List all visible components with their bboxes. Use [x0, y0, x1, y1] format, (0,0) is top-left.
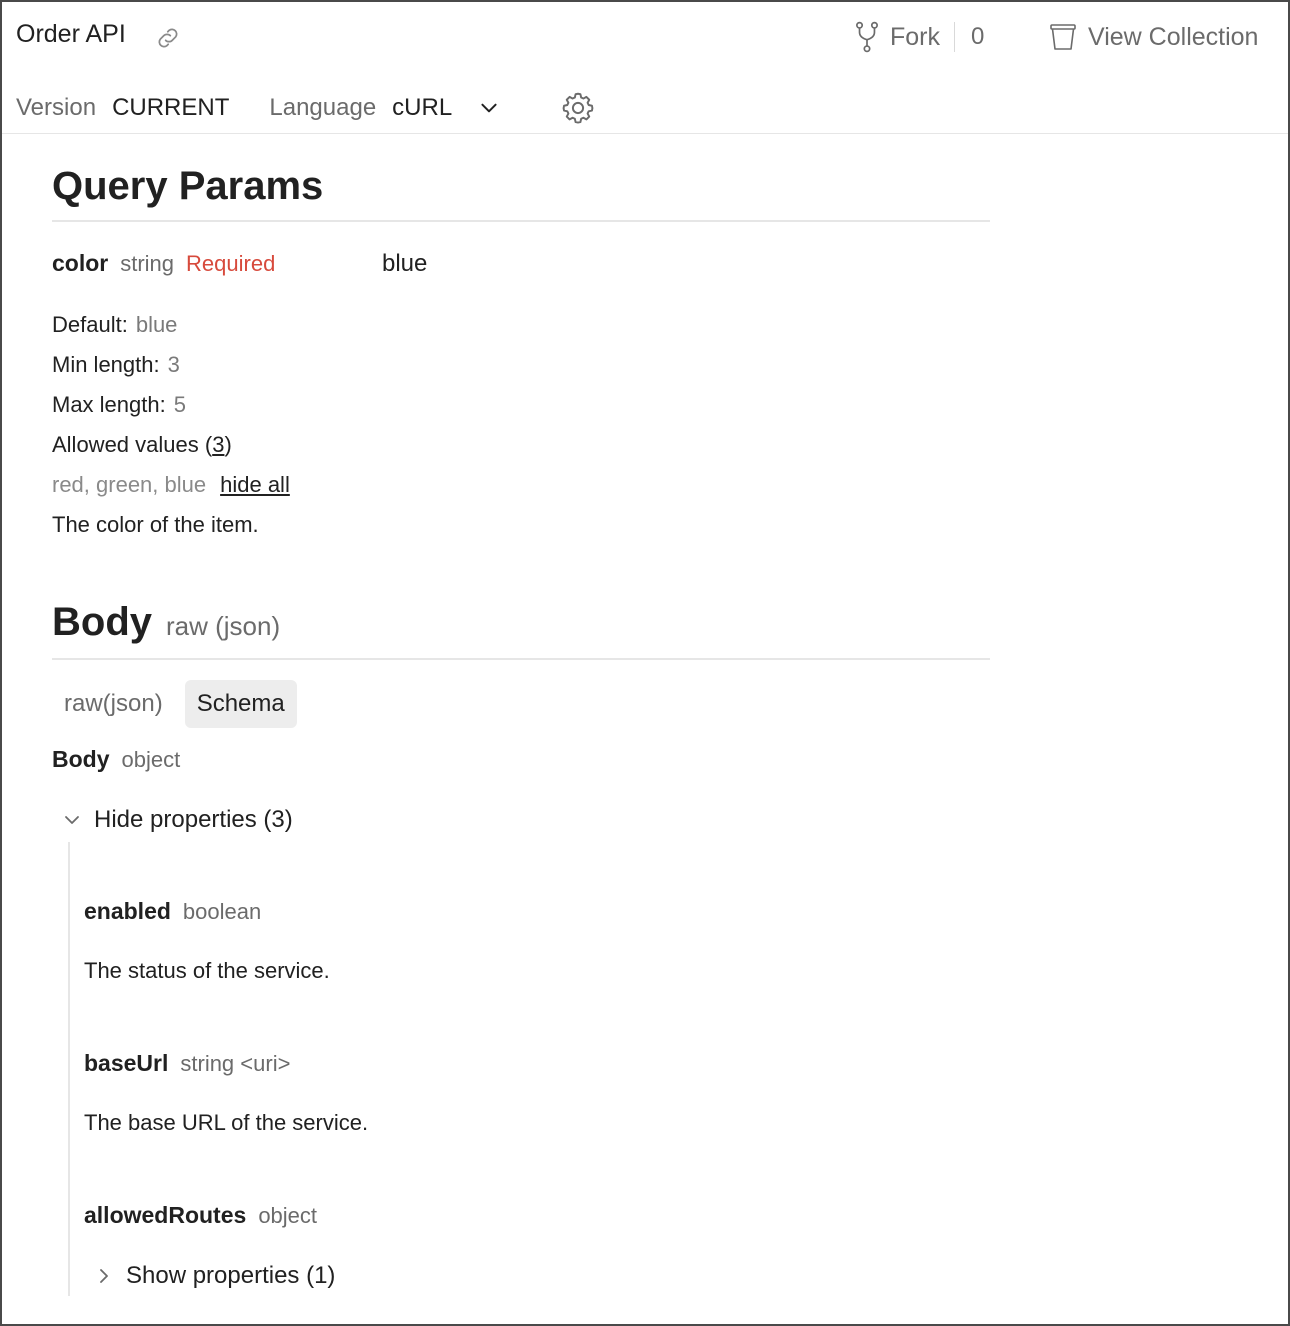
fork-button[interactable] [854, 20, 984, 54]
property-type: boolean [182, 899, 262, 924]
property-type: string <uri> [180, 1051, 291, 1076]
max-length-label: Max length: [52, 392, 166, 417]
property-enabled [84, 898, 261, 925]
body-root [52, 746, 180, 773]
language-select[interactable]: cURL [392, 94, 453, 121]
property-description: The base URL of the service. [84, 1110, 369, 1135]
param-header [52, 250, 275, 277]
allowed-values-list: red, green, blue [52, 472, 207, 497]
param-type: string [120, 251, 175, 276]
param-max-length [52, 392, 186, 418]
param-min-length [52, 352, 180, 378]
view-collection-label: View Collection [1088, 22, 1259, 51]
body-title: Body [52, 600, 152, 644]
gear-icon[interactable] [560, 90, 596, 126]
hide-properties-label: Hide properties (3) [94, 806, 293, 833]
required-badge: Required [186, 251, 276, 276]
allowed-values-row [52, 472, 290, 498]
version-select[interactable]: CURRENT [112, 94, 230, 121]
divider [52, 658, 990, 660]
link-icon[interactable] [154, 24, 182, 52]
allowed-values-count[interactable]: 3 [212, 432, 225, 457]
body-heading [52, 600, 280, 645]
properties-guide-line [68, 842, 70, 1296]
body-subtitle: raw (json) [166, 611, 281, 641]
property-name: enabled [84, 898, 171, 924]
default-value: blue [135, 312, 178, 337]
max-length-value: 5 [173, 392, 186, 417]
show-properties-toggle[interactable] [94, 1262, 335, 1290]
chevron-down-icon[interactable] [478, 97, 500, 119]
hide-properties-toggle[interactable] [62, 806, 293, 834]
allowed-values-label: Allowed values ( [52, 432, 213, 457]
divider [954, 22, 955, 52]
property-type: object [258, 1203, 318, 1228]
tab-schema[interactable]: Schema [185, 680, 297, 728]
version-label: Version [16, 94, 97, 121]
body-root-name: Body [52, 746, 110, 772]
param-description: The color of the item. [52, 512, 259, 537]
toolbar [16, 90, 500, 126]
body-root-type: object [121, 747, 181, 772]
chevron-down-icon [62, 810, 82, 830]
body-tabs [52, 680, 297, 728]
show-properties-label: Show properties (1) [126, 1262, 336, 1289]
page-title: Order API [16, 20, 126, 48]
min-length-value: 3 [167, 352, 180, 377]
property-name: baseUrl [84, 1050, 169, 1076]
view-collection-button[interactable] [1048, 20, 1258, 54]
default-label: Default: [52, 312, 128, 337]
property-name: allowedRoutes [84, 1202, 247, 1228]
property-allowedroutes [84, 1202, 317, 1229]
language-label: Language [269, 94, 377, 121]
param-value: blue [382, 250, 428, 277]
min-length-label: Min length: [52, 352, 160, 377]
header [2, 2, 1288, 134]
property-baseurl [84, 1050, 290, 1077]
query-params-heading: Query Params [52, 164, 324, 208]
divider [52, 220, 990, 222]
fork-count: 0 [971, 23, 985, 50]
param-allowed-values [52, 432, 232, 458]
param-name: color [52, 250, 109, 276]
property-description: The status of the service. [84, 958, 330, 983]
fork-label: Fork [890, 22, 940, 51]
hide-all-link[interactable]: hide all [220, 472, 290, 497]
fork-icon [854, 21, 880, 53]
collection-icon [1048, 22, 1078, 52]
tab-raw-json[interactable]: raw(json) [64, 690, 163, 717]
param-default [52, 312, 177, 338]
chevron-right-icon [94, 1266, 114, 1286]
allowed-values-close: ) [224, 432, 232, 457]
